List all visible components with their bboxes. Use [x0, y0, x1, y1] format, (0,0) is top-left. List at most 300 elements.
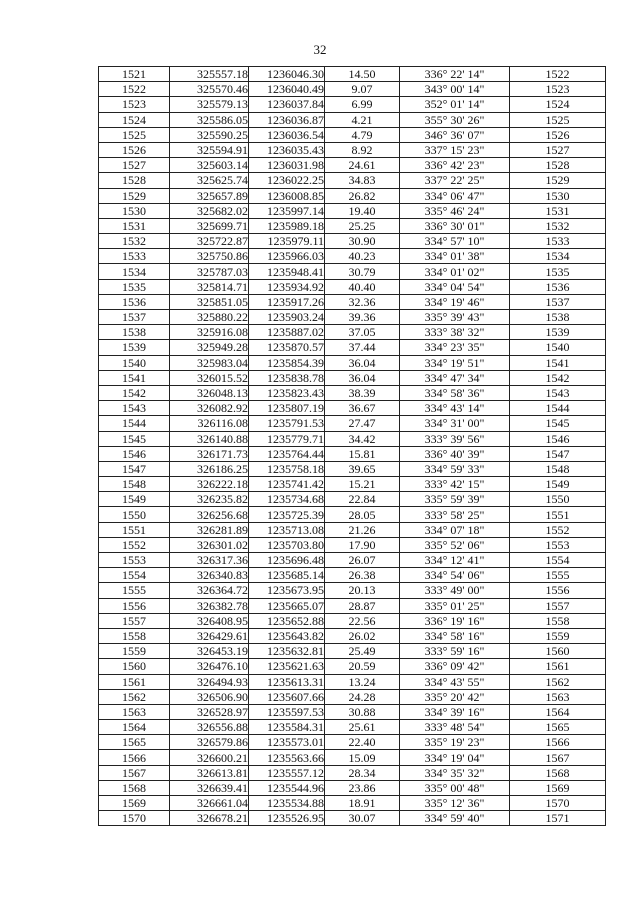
- y-coordinate-cell: 1235685.14: [249, 568, 325, 583]
- y-coordinate-cell: 1235758.18: [249, 461, 325, 476]
- point-number-cell: 1559: [99, 644, 170, 659]
- y-coordinate-cell: 1235621.63: [249, 659, 325, 674]
- table-row: [99, 659, 606, 674]
- point-number-cell: 1547: [99, 461, 170, 476]
- distance-cell: 26.82: [325, 188, 400, 203]
- y-coordinate-cell: 1235643.82: [249, 628, 325, 643]
- y-coordinate-cell: 1235989.18: [249, 218, 325, 233]
- y-coordinate-cell: 1235966.03: [249, 249, 325, 264]
- point-number-cell: 1539: [99, 340, 170, 355]
- table-row: [99, 416, 606, 431]
- point-number-cell: 1521: [99, 67, 170, 82]
- distance-cell: 36.67: [325, 401, 400, 416]
- distance-cell: 24.28: [325, 689, 400, 704]
- point-number-cell: 1544: [99, 416, 170, 431]
- x-coordinate-cell: 325851.05: [170, 294, 249, 309]
- y-coordinate-cell: 1235979.11: [249, 234, 325, 249]
- distance-cell: 13.24: [325, 674, 400, 689]
- next-point-cell: 1538: [510, 310, 606, 325]
- distance-cell: 32.36: [325, 294, 400, 309]
- distance-cell: 8.92: [325, 142, 400, 157]
- point-number-cell: 1567: [99, 765, 170, 780]
- x-coordinate-cell: 326140.88: [170, 431, 249, 446]
- x-coordinate-cell: 326256.68: [170, 507, 249, 522]
- x-coordinate-cell: 325699.71: [170, 218, 249, 233]
- distance-cell: 20.59: [325, 659, 400, 674]
- x-coordinate-cell: 325603.14: [170, 158, 249, 173]
- y-coordinate-cell: 1236022.25: [249, 173, 325, 188]
- table-row: [99, 401, 606, 416]
- bearing-angle-cell: 334° 59' 33": [400, 461, 510, 476]
- distance-cell: 15.21: [325, 477, 400, 492]
- distance-cell: 6.99: [325, 97, 400, 112]
- table-row: [99, 279, 606, 294]
- distance-cell: 30.88: [325, 704, 400, 719]
- bearing-angle-cell: 334° 57' 10": [400, 234, 510, 249]
- distance-cell: 25.61: [325, 720, 400, 735]
- next-point-cell: 1527: [510, 142, 606, 157]
- coordinates-table: [98, 66, 606, 826]
- next-point-cell: 1559: [510, 628, 606, 643]
- table-row: [99, 522, 606, 537]
- x-coordinate-cell: 325787.03: [170, 264, 249, 279]
- x-coordinate-cell: 326494.93: [170, 674, 249, 689]
- x-coordinate-cell: 325657.89: [170, 188, 249, 203]
- x-coordinate-cell: 326222.18: [170, 477, 249, 492]
- distance-cell: 28.05: [325, 507, 400, 522]
- bearing-angle-cell: 334° 19' 04": [400, 750, 510, 765]
- bearing-angle-cell: 334° 35' 32": [400, 765, 510, 780]
- distance-cell: 18.91: [325, 796, 400, 811]
- y-coordinate-cell: 1235997.14: [249, 203, 325, 218]
- x-coordinate-cell: 326528.97: [170, 704, 249, 719]
- next-point-cell: 1525: [510, 112, 606, 127]
- point-number-cell: 1560: [99, 659, 170, 674]
- bearing-angle-cell: 334° 23' 35": [400, 340, 510, 355]
- distance-cell: 24.61: [325, 158, 400, 173]
- table-row: [99, 689, 606, 704]
- distance-cell: 26.02: [325, 628, 400, 643]
- next-point-cell: 1564: [510, 704, 606, 719]
- y-coordinate-cell: 1235632.81: [249, 644, 325, 659]
- bearing-angle-cell: 335° 19' 23": [400, 735, 510, 750]
- point-number-cell: 1557: [99, 613, 170, 628]
- table-row: [99, 264, 606, 279]
- y-coordinate-cell: 1236035.43: [249, 142, 325, 157]
- x-coordinate-cell: 325949.28: [170, 340, 249, 355]
- next-point-cell: 1552: [510, 522, 606, 537]
- point-number-cell: 1553: [99, 553, 170, 568]
- bearing-angle-cell: 334° 59' 40": [400, 811, 510, 826]
- next-point-cell: 1568: [510, 765, 606, 780]
- y-coordinate-cell: 1235526.95: [249, 811, 325, 826]
- y-coordinate-cell: 1235607.66: [249, 689, 325, 704]
- bearing-angle-cell: 334° 04' 54": [400, 279, 510, 294]
- next-point-cell: 1555: [510, 568, 606, 583]
- bearing-angle-cell: 346° 36' 07": [400, 127, 510, 142]
- next-point-cell: 1543: [510, 385, 606, 400]
- bearing-angle-cell: 355° 30' 26": [400, 112, 510, 127]
- y-coordinate-cell: 1235779.71: [249, 431, 325, 446]
- bearing-angle-cell: 334° 07' 18": [400, 522, 510, 537]
- distance-cell: 23.86: [325, 780, 400, 795]
- bearing-angle-cell: 336° 22' 14": [400, 67, 510, 82]
- bearing-angle-cell: 333° 39' 56": [400, 431, 510, 446]
- x-coordinate-cell: 325586.05: [170, 112, 249, 127]
- next-point-cell: 1556: [510, 583, 606, 598]
- x-coordinate-cell: 326661.04: [170, 796, 249, 811]
- table-row: [99, 203, 606, 218]
- y-coordinate-cell: 1235703.80: [249, 537, 325, 552]
- x-coordinate-cell: 325625.74: [170, 173, 249, 188]
- point-number-cell: 1532: [99, 234, 170, 249]
- bearing-angle-cell: 335° 46' 24": [400, 203, 510, 218]
- next-point-cell: 1545: [510, 416, 606, 431]
- bearing-angle-cell: 334° 06' 47": [400, 188, 510, 203]
- y-coordinate-cell: 1235934.92: [249, 279, 325, 294]
- bearing-angle-cell: 335° 00' 48": [400, 780, 510, 795]
- next-point-cell: 1537: [510, 294, 606, 309]
- point-number-cell: 1542: [99, 385, 170, 400]
- table-row: [99, 82, 606, 97]
- point-number-cell: 1555: [99, 583, 170, 598]
- point-number-cell: 1541: [99, 370, 170, 385]
- point-number-cell: 1525: [99, 127, 170, 142]
- x-coordinate-cell: 325594.91: [170, 142, 249, 157]
- x-coordinate-cell: 326556.88: [170, 720, 249, 735]
- next-point-cell: 1526: [510, 127, 606, 142]
- point-number-cell: 1548: [99, 477, 170, 492]
- y-coordinate-cell: 1235823.43: [249, 385, 325, 400]
- table-row: [99, 796, 606, 811]
- x-coordinate-cell: 326340.83: [170, 568, 249, 583]
- table-row: [99, 583, 606, 598]
- y-coordinate-cell: 1235725.39: [249, 507, 325, 522]
- x-coordinate-cell: 326281.89: [170, 522, 249, 537]
- next-point-cell: 1523: [510, 82, 606, 97]
- y-coordinate-cell: 1235791.53: [249, 416, 325, 431]
- x-coordinate-cell: 325590.25: [170, 127, 249, 142]
- table-row: [99, 188, 606, 203]
- point-number-cell: 1558: [99, 628, 170, 643]
- bearing-angle-cell: 333° 58' 25": [400, 507, 510, 522]
- point-number-cell: 1549: [99, 492, 170, 507]
- y-coordinate-cell: 1235597.53: [249, 704, 325, 719]
- y-coordinate-cell: 1235917.26: [249, 294, 325, 309]
- table-row: [99, 173, 606, 188]
- x-coordinate-cell: 326476.10: [170, 659, 249, 674]
- point-number-cell: 1566: [99, 750, 170, 765]
- x-coordinate-cell: 326082.92: [170, 401, 249, 416]
- distance-cell: 30.90: [325, 234, 400, 249]
- distance-cell: 28.34: [325, 765, 400, 780]
- y-coordinate-cell: 1236037.84: [249, 97, 325, 112]
- table-row: [99, 553, 606, 568]
- bearing-angle-cell: 333° 42' 15": [400, 477, 510, 492]
- x-coordinate-cell: 325814.71: [170, 279, 249, 294]
- bearing-angle-cell: 333° 59' 16": [400, 644, 510, 659]
- next-point-cell: 1569: [510, 780, 606, 795]
- distance-cell: 26.07: [325, 553, 400, 568]
- next-point-cell: 1547: [510, 446, 606, 461]
- distance-cell: 15.09: [325, 750, 400, 765]
- distance-cell: 34.42: [325, 431, 400, 446]
- x-coordinate-cell: 325880.22: [170, 310, 249, 325]
- point-number-cell: 1523: [99, 97, 170, 112]
- point-number-cell: 1524: [99, 112, 170, 127]
- table-row: [99, 674, 606, 689]
- table-row: [99, 720, 606, 735]
- table-row: [99, 294, 606, 309]
- distance-cell: 17.90: [325, 537, 400, 552]
- x-coordinate-cell: 326171.73: [170, 446, 249, 461]
- point-number-cell: 1554: [99, 568, 170, 583]
- table-row: [99, 218, 606, 233]
- next-point-cell: 1560: [510, 644, 606, 659]
- bearing-angle-cell: 334° 43' 14": [400, 401, 510, 416]
- point-number-cell: 1526: [99, 142, 170, 157]
- next-point-cell: 1539: [510, 325, 606, 340]
- x-coordinate-cell: 326613.81: [170, 765, 249, 780]
- distance-cell: 39.36: [325, 310, 400, 325]
- x-coordinate-cell: 325682.02: [170, 203, 249, 218]
- next-point-cell: 1542: [510, 370, 606, 385]
- x-coordinate-cell: 326301.02: [170, 537, 249, 552]
- next-point-cell: 1550: [510, 492, 606, 507]
- x-coordinate-cell: 326408.95: [170, 613, 249, 628]
- table-row: [99, 249, 606, 264]
- next-point-cell: 1531: [510, 203, 606, 218]
- y-coordinate-cell: 1235870.57: [249, 340, 325, 355]
- table-row: [99, 385, 606, 400]
- table-row: [99, 67, 606, 82]
- table-row: [99, 461, 606, 476]
- point-number-cell: 1536: [99, 294, 170, 309]
- next-point-cell: 1561: [510, 659, 606, 674]
- y-coordinate-cell: 1236046.30: [249, 67, 325, 82]
- next-point-cell: 1566: [510, 735, 606, 750]
- distance-cell: 4.79: [325, 127, 400, 142]
- y-coordinate-cell: 1235573.01: [249, 735, 325, 750]
- distance-cell: 22.56: [325, 613, 400, 628]
- next-point-cell: 1540: [510, 340, 606, 355]
- distance-cell: 38.39: [325, 385, 400, 400]
- next-point-cell: 1548: [510, 461, 606, 476]
- point-number-cell: 1538: [99, 325, 170, 340]
- point-number-cell: 1551: [99, 522, 170, 537]
- next-point-cell: 1533: [510, 234, 606, 249]
- bearing-angle-cell: 334° 01' 38": [400, 249, 510, 264]
- y-coordinate-cell: 1235673.95: [249, 583, 325, 598]
- x-coordinate-cell: 325722.87: [170, 234, 249, 249]
- y-coordinate-cell: 1236040.49: [249, 82, 325, 97]
- table-row: [99, 97, 606, 112]
- next-point-cell: 1557: [510, 598, 606, 613]
- bearing-angle-cell: 334° 54' 06": [400, 568, 510, 583]
- bearing-angle-cell: 336° 19' 16": [400, 613, 510, 628]
- table-row: [99, 537, 606, 552]
- table-row: [99, 446, 606, 461]
- x-coordinate-cell: 326579.86: [170, 735, 249, 750]
- bearing-angle-cell: 333° 38' 32": [400, 325, 510, 340]
- point-number-cell: 1568: [99, 780, 170, 795]
- next-point-cell: 1553: [510, 537, 606, 552]
- next-point-cell: 1562: [510, 674, 606, 689]
- next-point-cell: 1528: [510, 158, 606, 173]
- page-number: 32: [313, 42, 327, 57]
- x-coordinate-cell: 326235.82: [170, 492, 249, 507]
- point-number-cell: 1535: [99, 279, 170, 294]
- next-point-cell: 1549: [510, 477, 606, 492]
- bearing-angle-cell: 334° 19' 46": [400, 294, 510, 309]
- bearing-angle-cell: 337° 22' 25": [400, 173, 510, 188]
- point-number-cell: 1537: [99, 310, 170, 325]
- distance-cell: 19.40: [325, 203, 400, 218]
- distance-cell: 36.04: [325, 355, 400, 370]
- bearing-angle-cell: 334° 19' 51": [400, 355, 510, 370]
- table-row: [99, 310, 606, 325]
- y-coordinate-cell: 1235734.68: [249, 492, 325, 507]
- bearing-angle-cell: 334° 31' 00": [400, 416, 510, 431]
- point-number-cell: 1564: [99, 720, 170, 735]
- distance-cell: 36.04: [325, 370, 400, 385]
- point-number-cell: 1546: [99, 446, 170, 461]
- point-number-cell: 1531: [99, 218, 170, 233]
- point-number-cell: 1570: [99, 811, 170, 826]
- next-point-cell: 1535: [510, 264, 606, 279]
- distance-cell: 21.26: [325, 522, 400, 537]
- bearing-angle-cell: 343° 00' 14": [400, 82, 510, 97]
- bearing-angle-cell: 335° 52' 06": [400, 537, 510, 552]
- y-coordinate-cell: 1235696.48: [249, 553, 325, 568]
- table-row: [99, 735, 606, 750]
- coordinates-table-body: [99, 67, 606, 826]
- y-coordinate-cell: 1235807.19: [249, 401, 325, 416]
- x-coordinate-cell: 326015.52: [170, 370, 249, 385]
- bearing-angle-cell: 334° 12' 41": [400, 553, 510, 568]
- distance-cell: 27.47: [325, 416, 400, 431]
- point-number-cell: 1534: [99, 264, 170, 279]
- y-coordinate-cell: 1235887.02: [249, 325, 325, 340]
- y-coordinate-cell: 1235544.96: [249, 780, 325, 795]
- table-row: [99, 234, 606, 249]
- next-point-cell: 1563: [510, 689, 606, 704]
- y-coordinate-cell: 1235613.31: [249, 674, 325, 689]
- distance-cell: 26.38: [325, 568, 400, 583]
- table-row: [99, 765, 606, 780]
- bearing-angle-cell: 333° 48' 54": [400, 720, 510, 735]
- bearing-angle-cell: 335° 20' 42": [400, 689, 510, 704]
- table-row: [99, 628, 606, 643]
- next-point-cell: 1524: [510, 97, 606, 112]
- table-row: [99, 370, 606, 385]
- distance-cell: 25.25: [325, 218, 400, 233]
- next-point-cell: 1532: [510, 218, 606, 233]
- distance-cell: 15.81: [325, 446, 400, 461]
- point-number-cell: 1569: [99, 796, 170, 811]
- bearing-angle-cell: 334° 43' 55": [400, 674, 510, 689]
- y-coordinate-cell: 1235584.31: [249, 720, 325, 735]
- distance-cell: 34.83: [325, 173, 400, 188]
- table-row: [99, 568, 606, 583]
- bearing-angle-cell: 352° 01' 14": [400, 97, 510, 112]
- x-coordinate-cell: 326429.61: [170, 628, 249, 643]
- table-row: [99, 492, 606, 507]
- distance-cell: 39.65: [325, 461, 400, 476]
- x-coordinate-cell: 326364.72: [170, 583, 249, 598]
- table-row: [99, 704, 606, 719]
- point-number-cell: 1533: [99, 249, 170, 264]
- x-coordinate-cell: 326382.78: [170, 598, 249, 613]
- bearing-angle-cell: 334° 58' 16": [400, 628, 510, 643]
- table-row: [99, 355, 606, 370]
- next-point-cell: 1558: [510, 613, 606, 628]
- x-coordinate-cell: 326048.13: [170, 385, 249, 400]
- next-point-cell: 1530: [510, 188, 606, 203]
- next-point-cell: 1565: [510, 720, 606, 735]
- y-coordinate-cell: 1235563.66: [249, 750, 325, 765]
- next-point-cell: 1546: [510, 431, 606, 446]
- table-row: [99, 598, 606, 613]
- x-coordinate-cell: 326317.36: [170, 553, 249, 568]
- point-number-cell: 1563: [99, 704, 170, 719]
- table-row: [99, 477, 606, 492]
- y-coordinate-cell: 1235713.08: [249, 522, 325, 537]
- distance-cell: 22.40: [325, 735, 400, 750]
- next-point-cell: 1544: [510, 401, 606, 416]
- point-number-cell: 1545: [99, 431, 170, 446]
- table-row: [99, 325, 606, 340]
- table-row: [99, 158, 606, 173]
- bearing-angle-cell: 335° 39' 43": [400, 310, 510, 325]
- x-coordinate-cell: 325579.13: [170, 97, 249, 112]
- bearing-angle-cell: 336° 40' 39": [400, 446, 510, 461]
- x-coordinate-cell: 326453.19: [170, 644, 249, 659]
- bearing-angle-cell: 336° 09' 42": [400, 659, 510, 674]
- point-number-cell: 1529: [99, 188, 170, 203]
- y-coordinate-cell: 1235838.78: [249, 370, 325, 385]
- table-row: [99, 507, 606, 522]
- distance-cell: 9.07: [325, 82, 400, 97]
- x-coordinate-cell: 325916.08: [170, 325, 249, 340]
- point-number-cell: 1540: [99, 355, 170, 370]
- point-number-cell: 1522: [99, 82, 170, 97]
- next-point-cell: 1522: [510, 67, 606, 82]
- y-coordinate-cell: 1235903.24: [249, 310, 325, 325]
- distance-cell: 37.05: [325, 325, 400, 340]
- next-point-cell: 1529: [510, 173, 606, 188]
- table-row: [99, 142, 606, 157]
- distance-cell: 30.79: [325, 264, 400, 279]
- bearing-angle-cell: 334° 39' 16": [400, 704, 510, 719]
- x-coordinate-cell: 326116.08: [170, 416, 249, 431]
- x-coordinate-cell: 325983.04: [170, 355, 249, 370]
- y-coordinate-cell: 1235652.88: [249, 613, 325, 628]
- table-row: [99, 340, 606, 355]
- y-coordinate-cell: 1235948.41: [249, 264, 325, 279]
- distance-cell: 40.23: [325, 249, 400, 264]
- bearing-angle-cell: 335° 12' 36": [400, 796, 510, 811]
- bearing-angle-cell: 335° 01' 25": [400, 598, 510, 613]
- y-coordinate-cell: 1235854.39: [249, 355, 325, 370]
- distance-cell: 22.84: [325, 492, 400, 507]
- y-coordinate-cell: 1236008.85: [249, 188, 325, 203]
- point-number-cell: 1528: [99, 173, 170, 188]
- bearing-angle-cell: 337° 15' 23": [400, 142, 510, 157]
- table-row: [99, 811, 606, 826]
- bearing-angle-cell: 335° 59' 39": [400, 492, 510, 507]
- table-row: [99, 127, 606, 142]
